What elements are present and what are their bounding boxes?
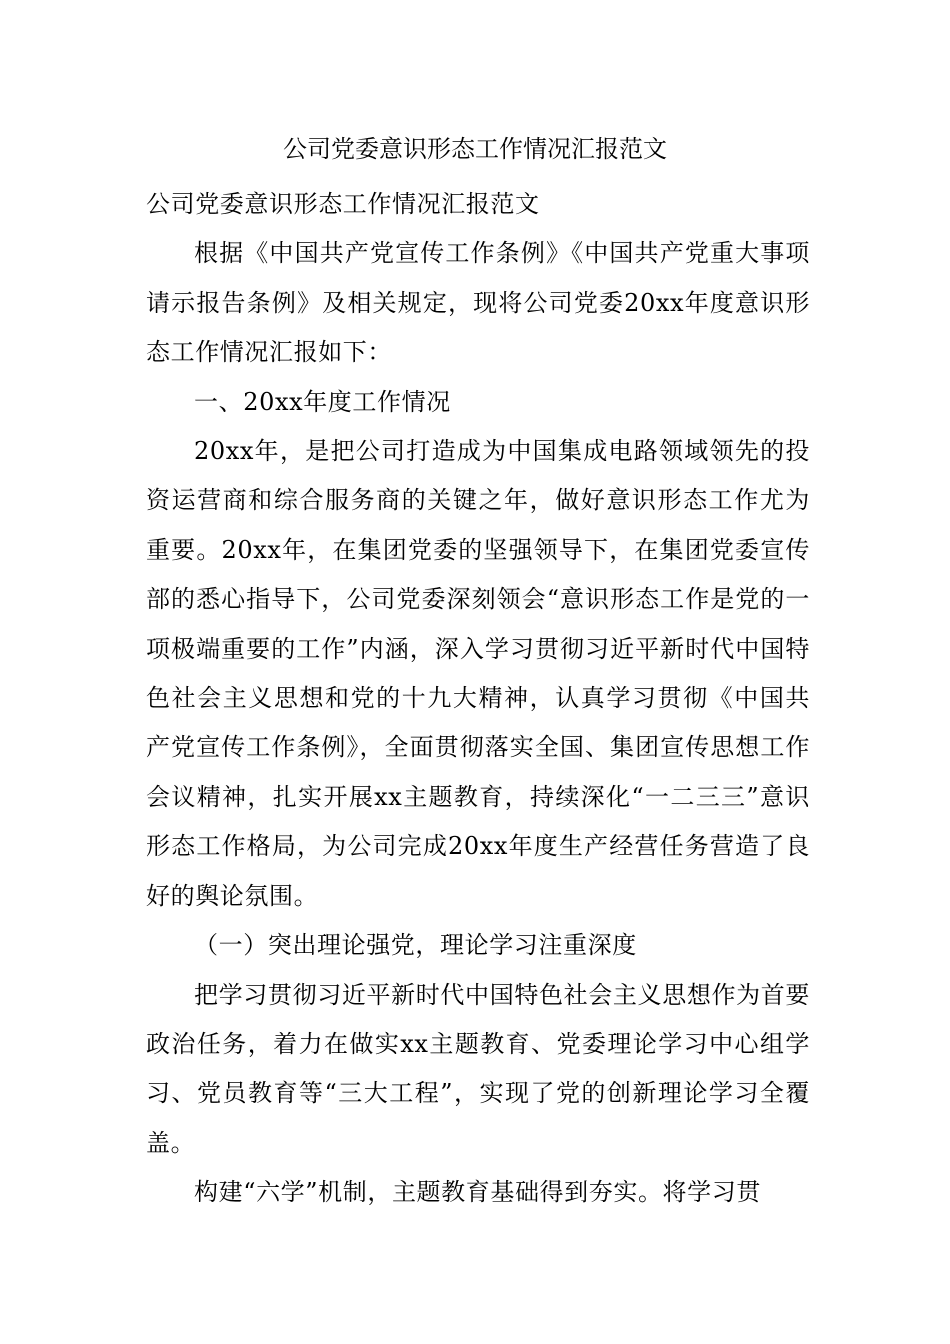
document-subtitle: 公司党委意识形态工作情况汇报范文 [146, 190, 540, 218]
document-title: 公司党委意识形态工作情况汇报范文 [283, 135, 667, 163]
subsection-heading: （一）突出理论强党，理论学习注重深度 [194, 931, 637, 960]
intro-paragraph: 根据《中国共产党宣传工作条例》《中国共产党重大事项请示报告条例》及相关规定，现将公司党委20xx年度意识形态工作情况汇报如下： [146, 239, 810, 367]
subsection-paragraph-continued: 构建“六学”机制，主题教育基础得到夯实。将学习贯 [194, 1178, 761, 1207]
section-heading: 一、20xx年度工作情况 [194, 387, 451, 416]
document-body [146, 180, 810, 1218]
subsection-paragraph: 把学习贯彻习近平新时代中国特色社会主义思想作为首要政治任务，着力在做实xx主题教育、党委理论学习中心组学习、党员教育等“三大工程”，实现了党的创新理论学习全覆盖。 [146, 980, 810, 1157]
section-paragraph: 20xx年，是把公司打造成为中国集成电路领域领先的投资运营商和综合服务商的关键之年，做好意识形态工作尤为重要。20xx年，在集团党委的坚强领导下，在集团党委宣传部的悉心指导下，公司党委深刻领会“意识形态工作是党的一项极端重要的工作”内涵，深入学习贯彻习近平新时代中国特色社会主义思想和党的十九大精神，认真学习贯彻《中国共产党宣传工作条例》，全面贯彻落实全国、集团宣传思想工作会议精神，扎实开展xx主题教育，持续深化“一二三三”意识形态工作格局，为公司完成20xx年度生产经营任务营造了良好的舆论氛围。 [146, 437, 810, 910]
